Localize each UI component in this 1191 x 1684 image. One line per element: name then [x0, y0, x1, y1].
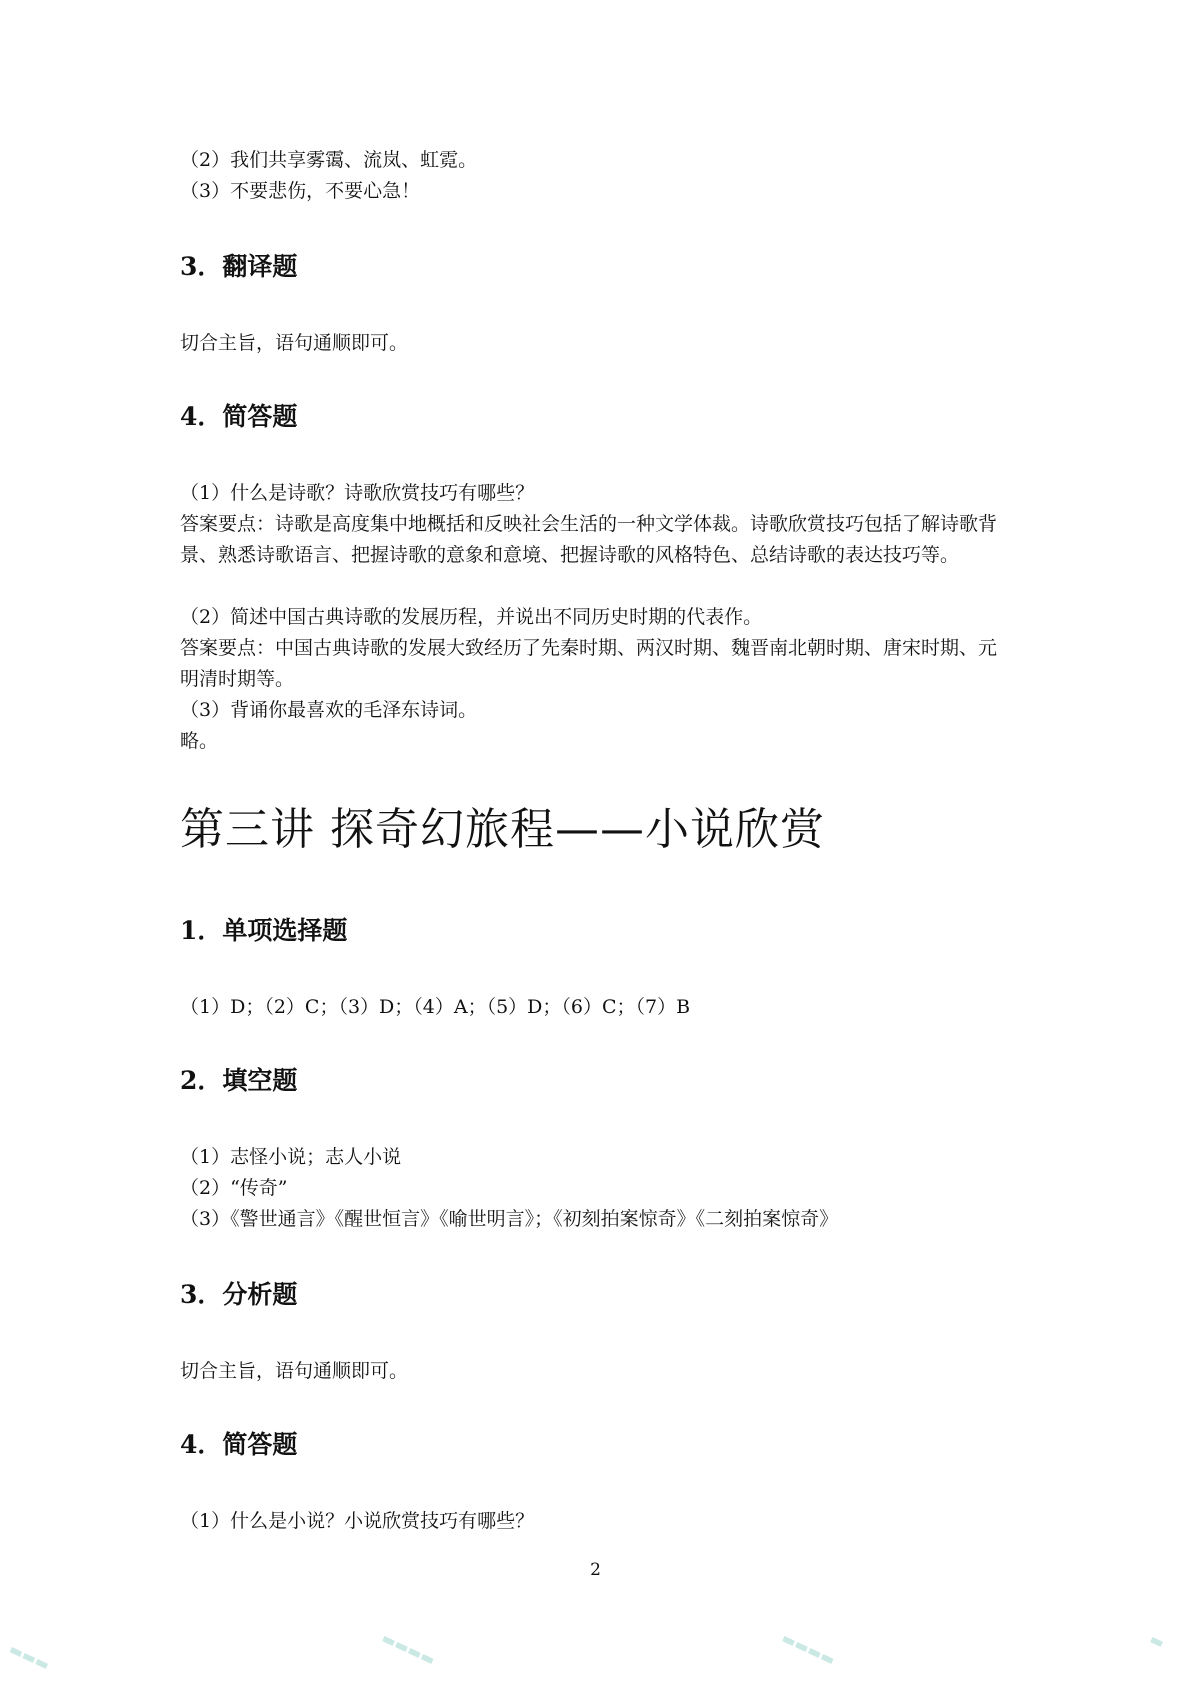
section-heading-translation: 3．翻译题	[180, 252, 298, 281]
watermark-mark: ▬▬▬▬	[378, 1628, 438, 1670]
translation-answer: 切合主旨，语句通顺即可。	[180, 332, 409, 354]
fill-blank-item-3: （3）《警世通言》《醒世恒言》《喻世明言》；《初刻拍案惊奇》《二刻拍案惊奇》	[180, 1208, 839, 1230]
short-answer-q2: （2）简述中国古典诗歌的发展历程，并说出不同历史时期的代表作。	[180, 606, 763, 628]
watermark-mark: ▬▬▬▬	[778, 1628, 838, 1670]
page-number: 2	[590, 1560, 601, 1580]
multiple-choice-answers: （1）D；（2）C；（3）D；（4）A；（5）D；（6）C；（7）B	[180, 996, 691, 1018]
fill-blank-item-2: （2）“传奇”	[180, 1177, 288, 1199]
answer-line-2: （2）我们共享雾霭、流岚、虹霓。	[180, 149, 478, 171]
section-heading-fill-blank: 2．填空题	[180, 1066, 298, 1095]
watermark-mark: ▬▬▬	[6, 1639, 53, 1675]
short-answer-a3: 略。	[180, 730, 219, 752]
short-answer-a2: 答案要点：中国古典诗歌的发展大致经历了先秦时期、两汉时期、魏晋南北朝时期、唐宋时期、元明清时期等。	[180, 637, 998, 690]
section-heading-multiple-choice: 1．单项选择题	[180, 916, 348, 945]
section-heading-short-answer: 4．简答题	[180, 402, 298, 431]
short-answer-q3: （3）背诵你最喜欢的毛泽东诗词。	[180, 699, 478, 721]
chapter-title: 第三讲 探奇幻旅程——小说欣赏	[180, 804, 825, 855]
analysis-answer: 切合主旨，语句通顺即可。	[180, 1360, 409, 1382]
answer-line-3: （3）不要悲伤，不要心急！	[180, 180, 421, 202]
fill-blank-item-1: （1）志怪小说；志人小说	[180, 1146, 402, 1168]
watermark-mark: ▬	[1146, 1629, 1168, 1653]
short-answer-a1: 答案要点：诗歌是高度集中地概括和反映社会生活的一种文学体裁。诗歌欣赏技巧包括了解诗歌背景、熟悉诗歌语言、把握诗歌的意象和意境、把握诗歌的风格特色、总结诗歌的表达技巧等。	[180, 513, 998, 566]
section-heading-short-answer-2: 4．简答题	[180, 1430, 298, 1459]
section-heading-analysis: 3．分析题	[180, 1280, 298, 1309]
short-answer-q1: （1）什么是诗歌？诗歌欣赏技巧有哪些？	[180, 482, 535, 504]
short-answer-2-q1: （1）什么是小说？小说欣赏技巧有哪些？	[180, 1510, 535, 1532]
